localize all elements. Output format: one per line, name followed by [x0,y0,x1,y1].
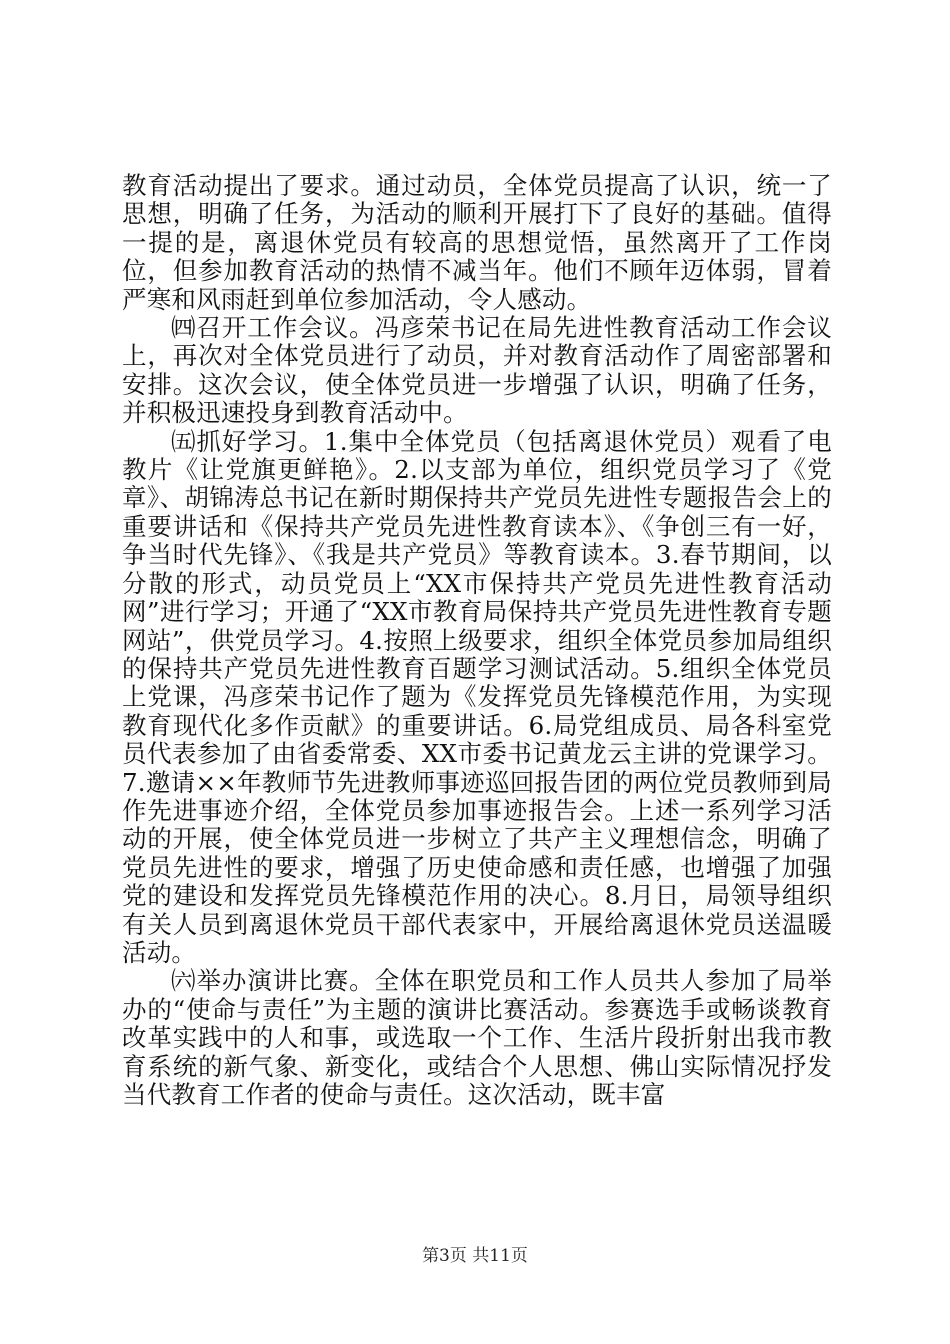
paragraph-speech-contest: ㈥举办演讲比赛。全体在职党员和工作人员共人参加了局举办的“使命与责任”为主题的演讲比赛活动。参赛选手或畅谈教育改革实践中的人和事，或选取一个工作、生活片段折射出我市教育系统的新气象、新变化，或结合个人思想、佛山实际情况抒发当代教育工作者的使命与责任。这次活动，既丰富 [122,966,832,1109]
paragraph-study: ㈤抓好学习。1.集中全体党员（包括离退休党员）观看了电教片《让党旗更鲜艳》。2.以支部为单位，组织党员学习了《党章》、胡锦涛总书记在新时期保持共产党员先进性专题报告会上的重要讲话和《保持共产党员先进性教育读本》、《争创三有一好，争当时代先锋》、《我是共产党员》等教育读本。3.春节期间，以分散的形式，动员党员上“XX市保持共产党员先进性教育活动网”进行学习；开通了“XX市教育局保持共产党员先进性教育专题网站”，供党员学习。4.按照上级要求，组织全体党员参加局组织的保持共产党员先进性教育百题学习测试活动。5.组织全体党员上党课，冯彦荣书记作了题为《发挥党员先锋模范作用，为实现教育现代化多作贡献》的重要讲话。6.局党组成员、局各科室党员代表参加了由省委常委、XX市委书记黄龙云主讲的党课学习。7.邀请××年教师节先进教师事迹巡回报告团的两位党员教师到局作先进事迹介绍，全体党员参加事迹报告会。上述一系列学习活动的开展，使全体党员进一步树立了共产主义理想信念，明确了党员先进性的要求，增强了历史使命感和责任感，也增强了加强党的建设和发挥党员先锋模范作用的决心。8.月日，局领导组织有关人员到离退休党员干部代表家中，开展给离退休党员送温暖活动。 [122,426,832,967]
page-number-footer: 第3页 共11页 [422,1246,528,1266]
paragraph-continuation: 教育活动提出了要求。通过动员，全体党员提高了认识，统一了思想，明确了任务，为活动的顺利开展打下了良好的基础。值得一提的是，离退休党员有较高的思想觉悟，虽然离开了工作岗位，但参加教育活动的热情不减当年。他们不顾年迈体弱，冒着严寒和风雨赶到单位参加活动，令人感动。 [122,171,832,314]
document-body [122,172,832,1109]
paragraph-work-meeting: ㈣召开工作会议。冯彦荣书记在局先进性教育活动工作会议上，再次对全体党员进行了动员，并对教育活动作了周密部署和安排。这次会议，使全体党员进一步增强了认识，明确了任务，并积极迅速投身到教育活动中。 [122,313,832,428]
